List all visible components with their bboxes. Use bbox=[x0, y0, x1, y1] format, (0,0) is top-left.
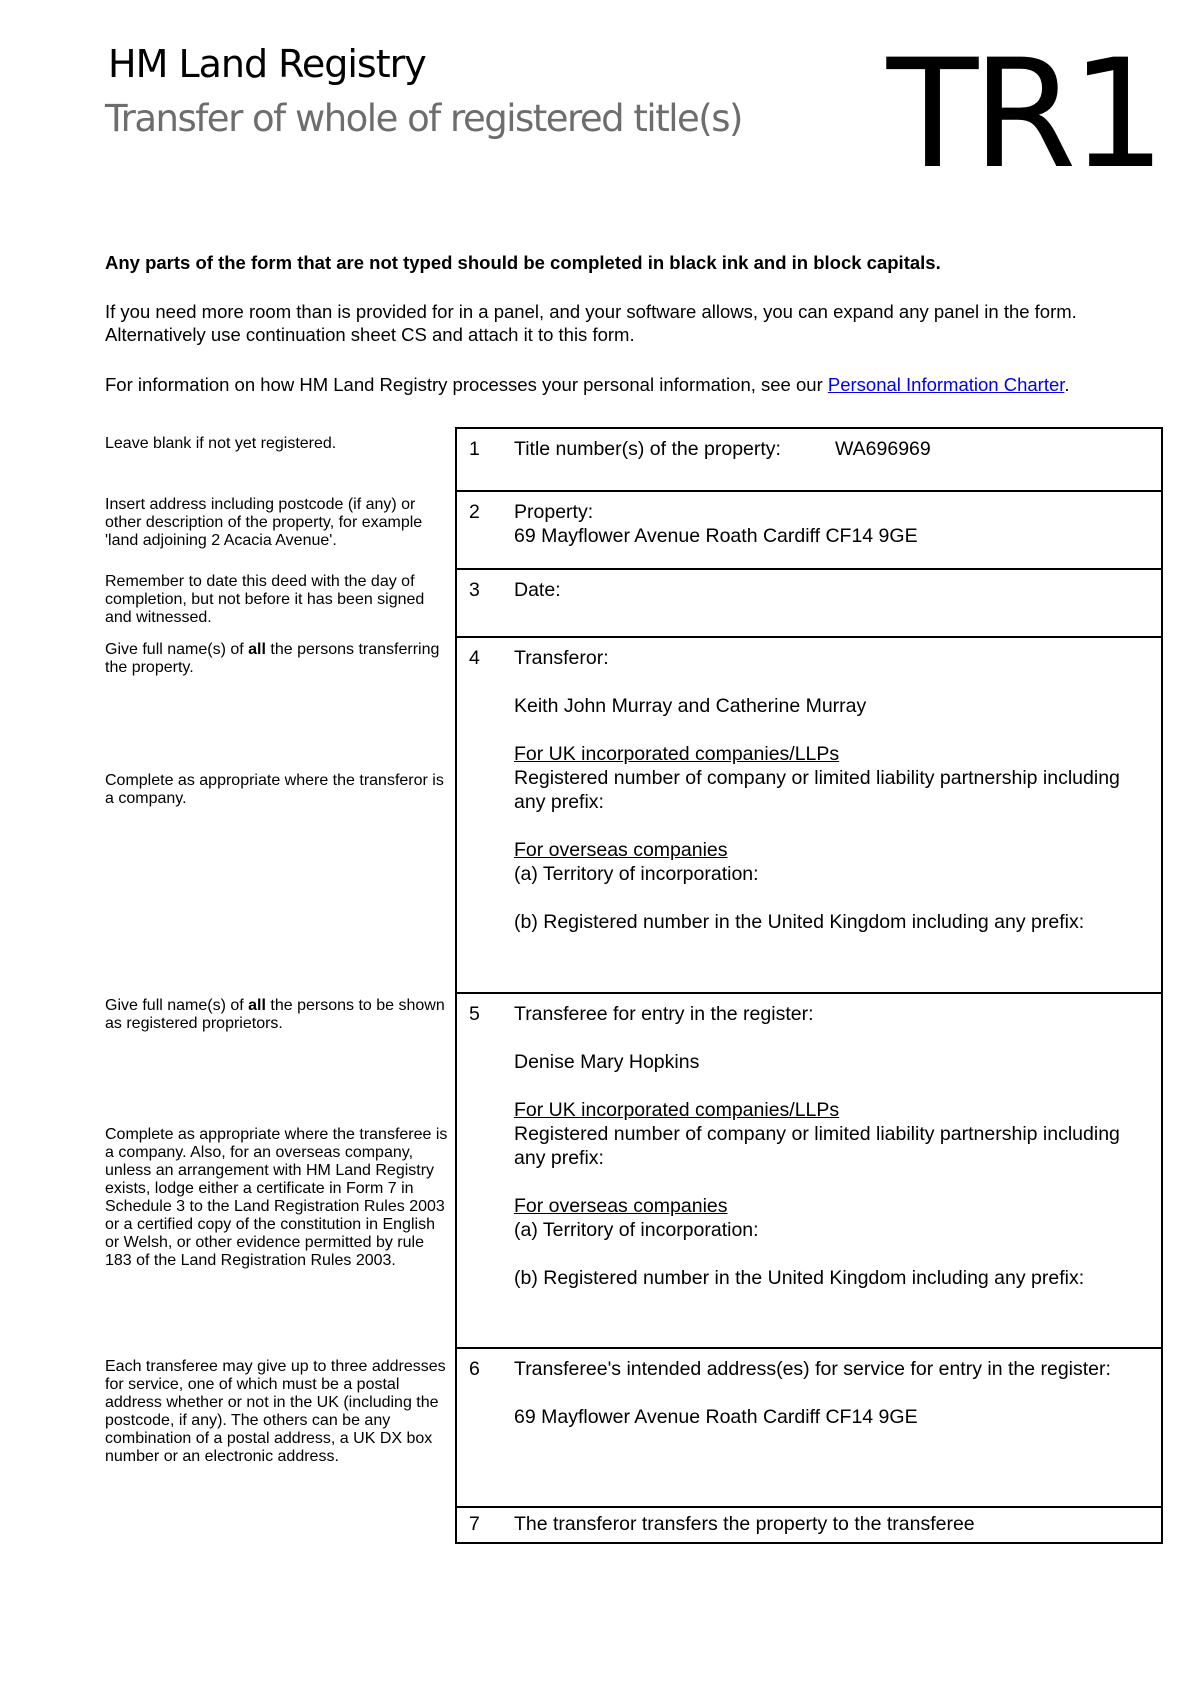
panel-transfer-statement[interactable] bbox=[457, 1506, 1161, 1542]
note-transferee-company: Complete as appropriate where the transferee is a company. Also, for an overseas company, unless an arrangement with HM Land Registry exists, lodge either a certificate in Form 7 in Schedule 3 to the Land Registration Rules 2003 or a certified copy of the constitution in English or Welsh, or other evidence permitted by rule 183 of the Land Registration Rules 2003. bbox=[105, 1126, 448, 1269]
note-transferor-suffix: the persons transferring the property. bbox=[105, 641, 440, 676]
note-date: Remember to date this deed with the day of completion, but not before it has been signed and witnessed. bbox=[105, 573, 425, 626]
address-for-service-label: Transferee's intended address(es) for service for entry in the register: bbox=[514, 1358, 1111, 1380]
panel-number: 4 bbox=[469, 647, 480, 669]
note-transferor-prefix: Give full name(s) of bbox=[105, 641, 249, 658]
transferee-value: Denise Mary Hopkins bbox=[514, 1051, 700, 1073]
personal-information-charter-link[interactable]: Personal Information Charter bbox=[827, 374, 1065, 395]
panel-number: 1 bbox=[469, 438, 480, 460]
panel-transferee[interactable] bbox=[457, 992, 1161, 1347]
transferee-label: Transferee for entry in the register: bbox=[514, 1003, 814, 1025]
panel-number: 6 bbox=[469, 1358, 480, 1380]
note-transferee-bold: all bbox=[248, 997, 266, 1014]
note-transferor bbox=[105, 641, 450, 677]
panel-number: 5 bbox=[469, 1003, 480, 1025]
note-title-number: Leave blank if not yet registered. bbox=[105, 435, 337, 452]
form-panels bbox=[455, 427, 1163, 1544]
agency-name: HM Land Registry bbox=[108, 42, 426, 86]
panel-property[interactable] bbox=[457, 490, 1161, 568]
note-transferee-suffix: the persons to be shown as registered proprietors. bbox=[105, 997, 445, 1032]
address-for-service-value: 69 Mayflower Avenue Roath Cardiff CF14 9GE bbox=[514, 1406, 918, 1428]
transferee-uk-heading: For UK incorporated companies/LLPs bbox=[514, 1099, 840, 1121]
note-address-for-service: Each transferee may give up to three addresses for service, one of which must be a postal address whether or not in the UK (including the postcode, if any). The others can be any combination of a postal address, a UK DX box number or an electronic address. bbox=[105, 1358, 446, 1465]
title-number-value: WA696969 bbox=[834, 438, 931, 460]
panel-transferor[interactable] bbox=[457, 636, 1161, 992]
expand-panel-note: If you need more room than is provided for in a panel, and your software allows, you can expand any panel in the form. Alternatively use continuation sheet CS and attach it to this form. bbox=[105, 301, 1077, 345]
transferor-uk-registered-number: (b) Registered number in the United Kingdom including any prefix: bbox=[514, 911, 1085, 933]
transferor-value: Keith John Murray and Catherine Murray bbox=[514, 695, 867, 717]
form-code: TR1 bbox=[886, 28, 1160, 202]
property-value: 69 Mayflower Avenue Roath Cardiff CF14 9GE bbox=[514, 525, 918, 547]
transferee-uk-registered-number: (b) Registered number in the United Kingdom including any prefix: bbox=[514, 1267, 1085, 1289]
note-transferee-prefix: Give full name(s) of bbox=[105, 997, 249, 1014]
panel-address-for-service[interactable] bbox=[457, 1347, 1161, 1506]
privacy-note bbox=[105, 373, 1125, 396]
note-transferor-company: Complete as appropriate where the transferor is a company. bbox=[105, 772, 444, 807]
panel-title-number[interactable] bbox=[457, 429, 1161, 490]
transferor-label: Transferor: bbox=[514, 647, 609, 669]
ink-instruction: Any parts of the form that are not typed should be completed in black ink and in block capitals. bbox=[105, 252, 941, 273]
transferor-territory: (a) Territory of incorporation: bbox=[514, 863, 759, 885]
transferor-overseas-heading: For overseas companies bbox=[514, 839, 728, 861]
transferee-overseas-heading: For overseas companies bbox=[514, 1195, 728, 1217]
transferor-uk-heading: For UK incorporated companies/LLPs bbox=[514, 743, 840, 765]
note-transferee bbox=[105, 997, 450, 1033]
property-label: Property: bbox=[514, 501, 594, 523]
panel-number: 2 bbox=[469, 501, 480, 523]
title-number-label: Title number(s) of the property: bbox=[514, 438, 781, 460]
transferee-territory: (a) Territory of incorporation: bbox=[514, 1219, 759, 1241]
panel-number: 7 bbox=[469, 1513, 480, 1535]
panel-number: 3 bbox=[469, 579, 480, 601]
transfer-statement: The transferor transfers the property to the transferee bbox=[514, 1513, 975, 1535]
privacy-suffix: . bbox=[1064, 374, 1070, 395]
note-property: Insert address including postcode (if any) or other description of the property, for example 'land adjoining 2 Acacia Avenue'. bbox=[105, 496, 423, 549]
date-label: Date: bbox=[514, 579, 561, 601]
transferor-uk-text: Registered number of company or limited liability partnership including any prefix: bbox=[514, 767, 1120, 813]
form-title: Transfer of whole of registered title(s) bbox=[105, 97, 742, 140]
transferee-uk-text: Registered number of company or limited liability partnership including any prefix: bbox=[514, 1123, 1120, 1169]
privacy-prefix: For information on how HM Land Registry processes your personal information, see our bbox=[105, 374, 828, 395]
note-transferor-bold: all bbox=[248, 641, 266, 658]
panel-date[interactable] bbox=[457, 568, 1161, 636]
